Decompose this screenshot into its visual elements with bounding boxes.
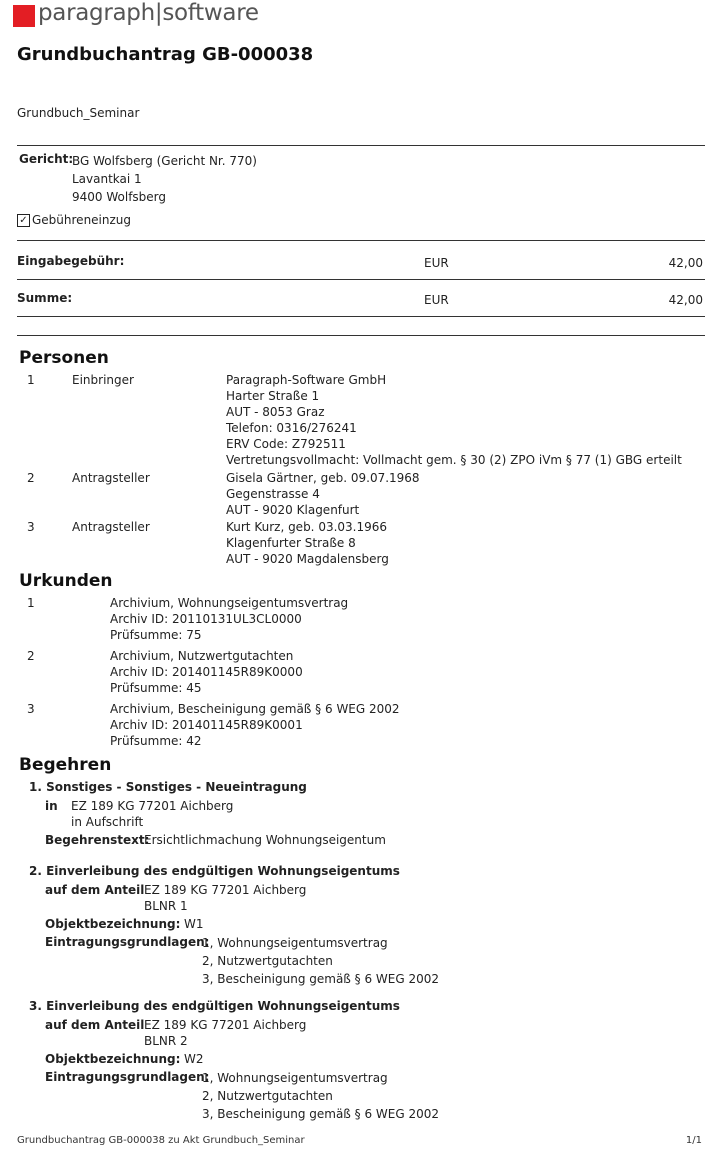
request-in-details xyxy=(71,798,233,830)
person-line: Klagenfurter Straße 8 xyxy=(226,536,356,550)
fee-label: Eingabegebühr: xyxy=(17,254,125,268)
court-address xyxy=(72,152,257,206)
fee-collection-label: Gebühreneinzug xyxy=(32,213,132,227)
sum-currency: EUR xyxy=(424,293,449,307)
case-name: Grundbuch_Seminar xyxy=(17,106,140,120)
person-line: ERV Code: Z792511 xyxy=(226,437,346,451)
person-number: 1 xyxy=(27,373,35,387)
document-line: Archivium, Wohnungseigentumsvertrag xyxy=(110,596,349,610)
request-line: 1, Wohnungseigentumsvertrag xyxy=(202,936,388,950)
document-details xyxy=(110,648,303,696)
document-line: Archiv ID: 20110131UL3CL0000 xyxy=(110,612,302,626)
request-basis-details xyxy=(202,934,439,988)
document-line: Prüfsumme: 42 xyxy=(110,734,202,748)
request-line: EZ 189 KG 77201 Aichberg xyxy=(144,883,307,897)
person-role: Antragsteller xyxy=(72,520,150,534)
page-number: 1/1 xyxy=(685,1135,702,1146)
request-line: 2, Nutzwertgutachten xyxy=(202,1089,333,1103)
document-details xyxy=(110,595,348,643)
request-basis-details xyxy=(202,1069,439,1123)
request-basis-label: Eintragungsgrundlagen: xyxy=(45,1070,210,1084)
request-title: 1. Sonstiges - Sonstiges - Neueintragung xyxy=(29,780,307,794)
request-in-label: in xyxy=(45,799,58,813)
person-line: Telefon: 0316/276241 xyxy=(226,421,357,435)
sum-label: Summe: xyxy=(17,291,73,305)
person-line: AUT - 9020 Klagenfurt xyxy=(226,503,360,517)
document-line: Archiv ID: 201401145R89K0001 xyxy=(110,718,303,732)
person-line: Kurt Kurz, geb. 03.03.1966 xyxy=(226,520,388,534)
divider xyxy=(17,279,705,280)
person-details xyxy=(226,372,682,468)
document-line: Prüfsumme: 75 xyxy=(110,628,202,642)
company-logo: paragraph|software xyxy=(38,0,259,26)
document-details xyxy=(110,701,400,749)
request-line: 3, Bescheinigung gemäß § 6 WEG 2002 xyxy=(202,1107,440,1121)
person-line: Harter Straße 1 xyxy=(226,389,320,403)
person-number: 3 xyxy=(27,520,35,534)
request-title: 3. Einverleibung des endgültigen Wohnungseigentums xyxy=(29,999,400,1013)
fee-amount: 42,00 xyxy=(668,256,703,270)
request-text-label: Begehrenstext: xyxy=(45,833,150,847)
request-share-label: auf dem Anteil xyxy=(45,1018,145,1032)
request-share-details xyxy=(144,1017,306,1049)
person-line: AUT - 9020 Magdalensberg xyxy=(226,552,389,566)
document-number: 1 xyxy=(27,596,35,610)
person-details xyxy=(226,519,389,567)
court-line: BG Wolfsberg (Gericht Nr. 770) xyxy=(72,154,257,168)
page-title: Grundbuchantrag GB-000038 xyxy=(17,44,314,65)
request-text-value: Ersichtlichmachung Wohnungseigentum xyxy=(144,833,386,847)
person-details xyxy=(226,470,420,518)
request-line: BLNR 2 xyxy=(144,1034,188,1048)
divider xyxy=(17,316,705,317)
person-line: Paragraph-Software GmbH xyxy=(226,373,387,387)
divider xyxy=(17,335,705,336)
document-line: Prüfsumme: 45 xyxy=(110,681,202,695)
request-object-label: Objektbezeichnung: xyxy=(45,1052,181,1066)
person-number: 2 xyxy=(27,471,35,485)
request-basis-label: Eintragungsgrundlagen: xyxy=(45,935,210,949)
request-line: in Aufschrift xyxy=(71,815,144,829)
document-number: 3 xyxy=(27,702,35,716)
document-line: Archivium, Bescheinigung gemäß § 6 WEG 2002 xyxy=(110,702,400,716)
documents-heading: Urkunden xyxy=(19,571,113,591)
document-line: Archivium, Nutzwertgutachten xyxy=(110,649,294,663)
footer-text: Grundbuchantrag GB-000038 zu Akt Grundbuch_Seminar xyxy=(17,1135,305,1146)
request-line: EZ 189 KG 77201 Aichberg xyxy=(71,799,234,813)
request-line: 2, Nutzwertgutachten xyxy=(202,954,333,968)
person-line: Vertretungsvollmacht: Vollmacht gem. § 30 (2) ZPO iVm § 77 (1) GBG erteilt xyxy=(226,453,682,467)
court-label: Gericht: xyxy=(19,152,74,166)
divider xyxy=(17,240,705,241)
request-share-label: auf dem Anteil xyxy=(45,883,145,897)
fee-collection-checkbox[interactable]: ✓ xyxy=(17,214,30,227)
person-line: AUT - 8053 Graz xyxy=(226,405,325,419)
request-line: BLNR 1 xyxy=(144,899,188,913)
court-line: 9400 Wolfsberg xyxy=(72,190,167,204)
logo-square-icon xyxy=(13,5,35,27)
person-line: Gisela Gärtner, geb. 09.07.1968 xyxy=(226,471,420,485)
request-line: EZ 189 KG 77201 Aichberg xyxy=(144,1018,307,1032)
request-title: 2. Einverleibung des endgültigen Wohnungseigentums xyxy=(29,864,400,878)
document-line: Archiv ID: 201401145R89K0000 xyxy=(110,665,303,679)
request-line: 3, Bescheinigung gemäß § 6 WEG 2002 xyxy=(202,972,440,986)
person-line: Gegenstrasse 4 xyxy=(226,487,320,501)
person-role: Einbringer xyxy=(72,373,134,387)
document-number: 2 xyxy=(27,649,35,663)
request-share-details xyxy=(144,882,306,914)
request-object-value: W2 xyxy=(184,1052,204,1066)
request-object-label: Objektbezeichnung: xyxy=(45,917,181,931)
requests-heading: Begehren xyxy=(19,755,112,775)
persons-heading: Personen xyxy=(19,348,109,368)
request-object-value: W1 xyxy=(184,917,204,931)
person-role: Antragsteller xyxy=(72,471,150,485)
sum-amount: 42,00 xyxy=(668,293,703,307)
request-line: 1, Wohnungseigentumsvertrag xyxy=(202,1071,388,1085)
fee-currency: EUR xyxy=(424,256,449,270)
divider xyxy=(17,145,705,146)
court-line: Lavantkai 1 xyxy=(72,172,142,186)
